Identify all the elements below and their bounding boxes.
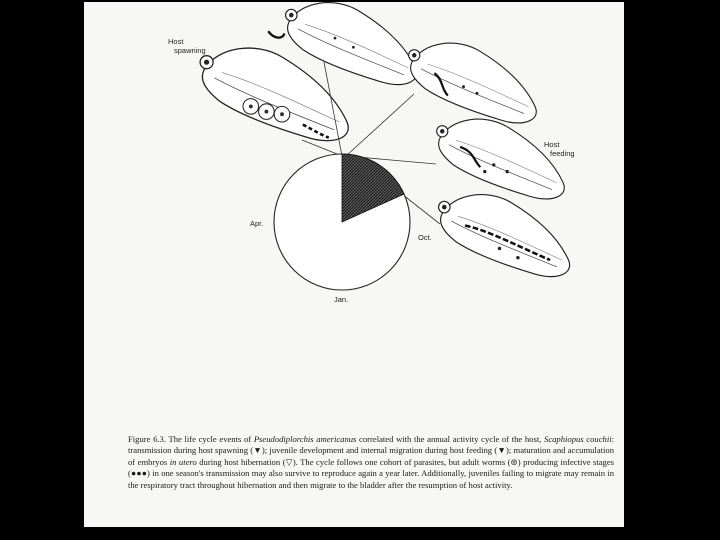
label-apr: Apr. (250, 219, 264, 228)
frog-feeding-2 (437, 119, 565, 199)
book-page (84, 2, 624, 527)
frog-feeding-1 (409, 43, 537, 123)
figure-caption: Figure 6.3. The life cycle events of Pseudodiplorchis americanus correlated with the annual activity cycle of the host, Scaphiopus couchii: transmission during host spawning (▼); juvenile development and internal migration during host feeding (▼); maturation and accumulation of embryos in utero during host hibernation (▽). The cycle follows one cohort of parasites, but adult worms (⊛) producing infective stages (●●●) in one season's transmission may also survive to reproduce again a year later. Additionally, juveniles failing to migrate may remain in the respiratory tract throughout hibernation and then migrate to the bladder after the resumption of host activity. (128, 434, 615, 490)
label-host-feeding: Host feeding (544, 140, 575, 158)
label-host-spawning: Host spawning (168, 37, 206, 55)
life-cycle-figure (84, 2, 624, 432)
annual-cycle-diagram (250, 154, 432, 304)
label-jan: Jan. (334, 295, 349, 304)
label-oct: Oct. (418, 233, 432, 242)
frog-hibernation (439, 195, 570, 277)
